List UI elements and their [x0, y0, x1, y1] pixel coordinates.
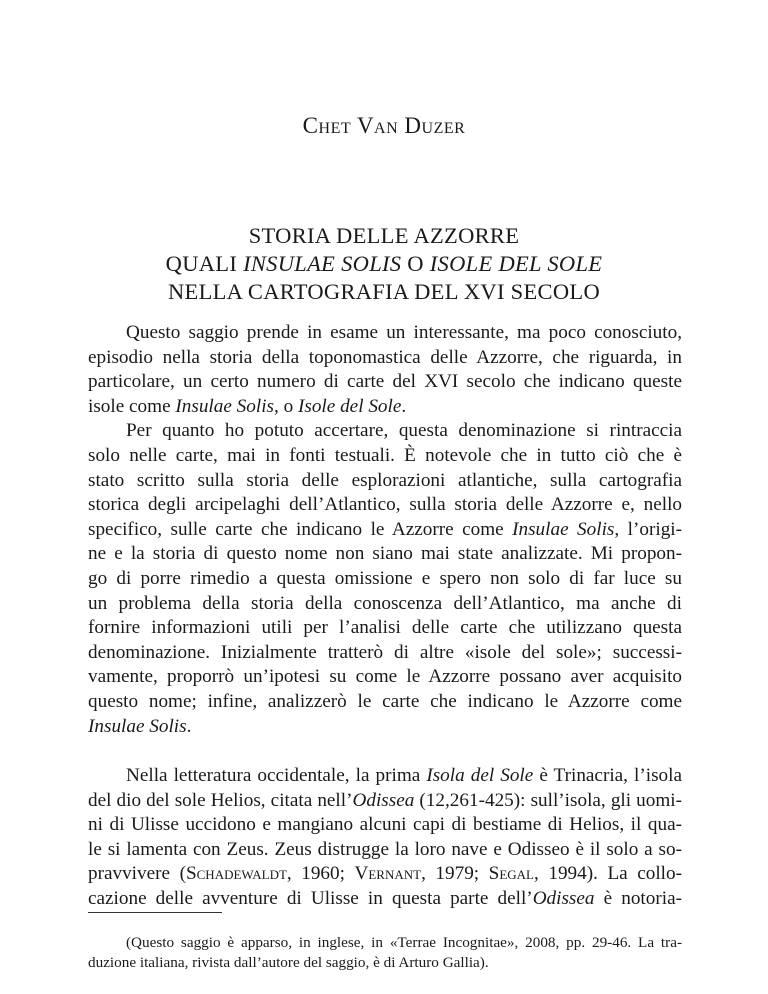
paragraph-2: Per quanto ho potuto accertare, questa denominazione si rintraccia solo nelle carte, mai in fonti testuali. È notevole che in tutto ciò che è stato scritto sulla storia delle esplorazioni atlantiche, sulla cartografia storica degli arcipelaghi dell’Atlantico, sulla storia delle Azzorre e, nello specifico, sulle carte che indicano le Azzorre come Insulae Solis, l’origi- ne e la storia di questo nome non siano mai state analizzate. Mi propon- go di porre rimedio a questa omissione e spero non solo di far luce su un problema della storia della conoscenza dell’Atlantico, ma anche di fornire informazioni utili per l’analisi delle carte che utilizzano questa denominazione. Inizialmente tratterò di altre «isole del sole»; successi- vamente, proporrò un’ipotesi su come le Azzorre possano aver acquisito questo nome; infine, analizzerò le carte che indicano le Azzorre come Insulae Solis.	[88, 420, 683, 737]
title-line-1: STORIA DELLE AZZORRE	[248, 223, 520, 248]
article-title	[0, 222, 768, 306]
footnote: (Questo saggio è apparso, in inglese, in «Terrae Incognitae», 2008, pp. 29-46. La tra- duzione italiana, rivista dall’autore del saggio, è di Arturo Gallia).	[88, 934, 682, 971]
paragraph-3: Nella letteratura occidentale, la prima Isola del Sole è Trinacria, l’isola del dio del sole Helios, citata nell’Odissea (12,261-425): sull’isola, gli uomi- ni di Ulisse uccidono e mangiano alcuni capi di bestiame di Helios, il qua- le si lamenta con Zeus. Zeus distrugge la loro nave e Odisseo è il solo a so- pravvivere (Schadewaldt, 1960; Vernant, 1979; Segal, 1994). La collo- cazione delle avventure di Ulisse in questa parte dell’Odissea è notoria-	[88, 765, 682, 910]
title-line-3: NELLA CARTOGRAFIA DEL XVI SECOLO	[167, 279, 600, 304]
paragraph-gap	[88, 739, 682, 764]
paragraph-1: Questo saggio prende in esame un interessante, ma poco conosciuto, episodio nella storia della toponomastica delle Azzorre, che riguarda, in particolare, un certo numero di carte del XVI secolo che indicano queste isole come Insulae Solis, o Isole del Sole.	[88, 322, 682, 417]
author-name: Chet Van Duzer	[302, 113, 466, 138]
title-line-2: QUALI INSULAE SOLIS O ISOLE DEL SOLE	[165, 251, 603, 276]
footnote-divider	[88, 912, 222, 913]
article-body	[88, 321, 682, 912]
